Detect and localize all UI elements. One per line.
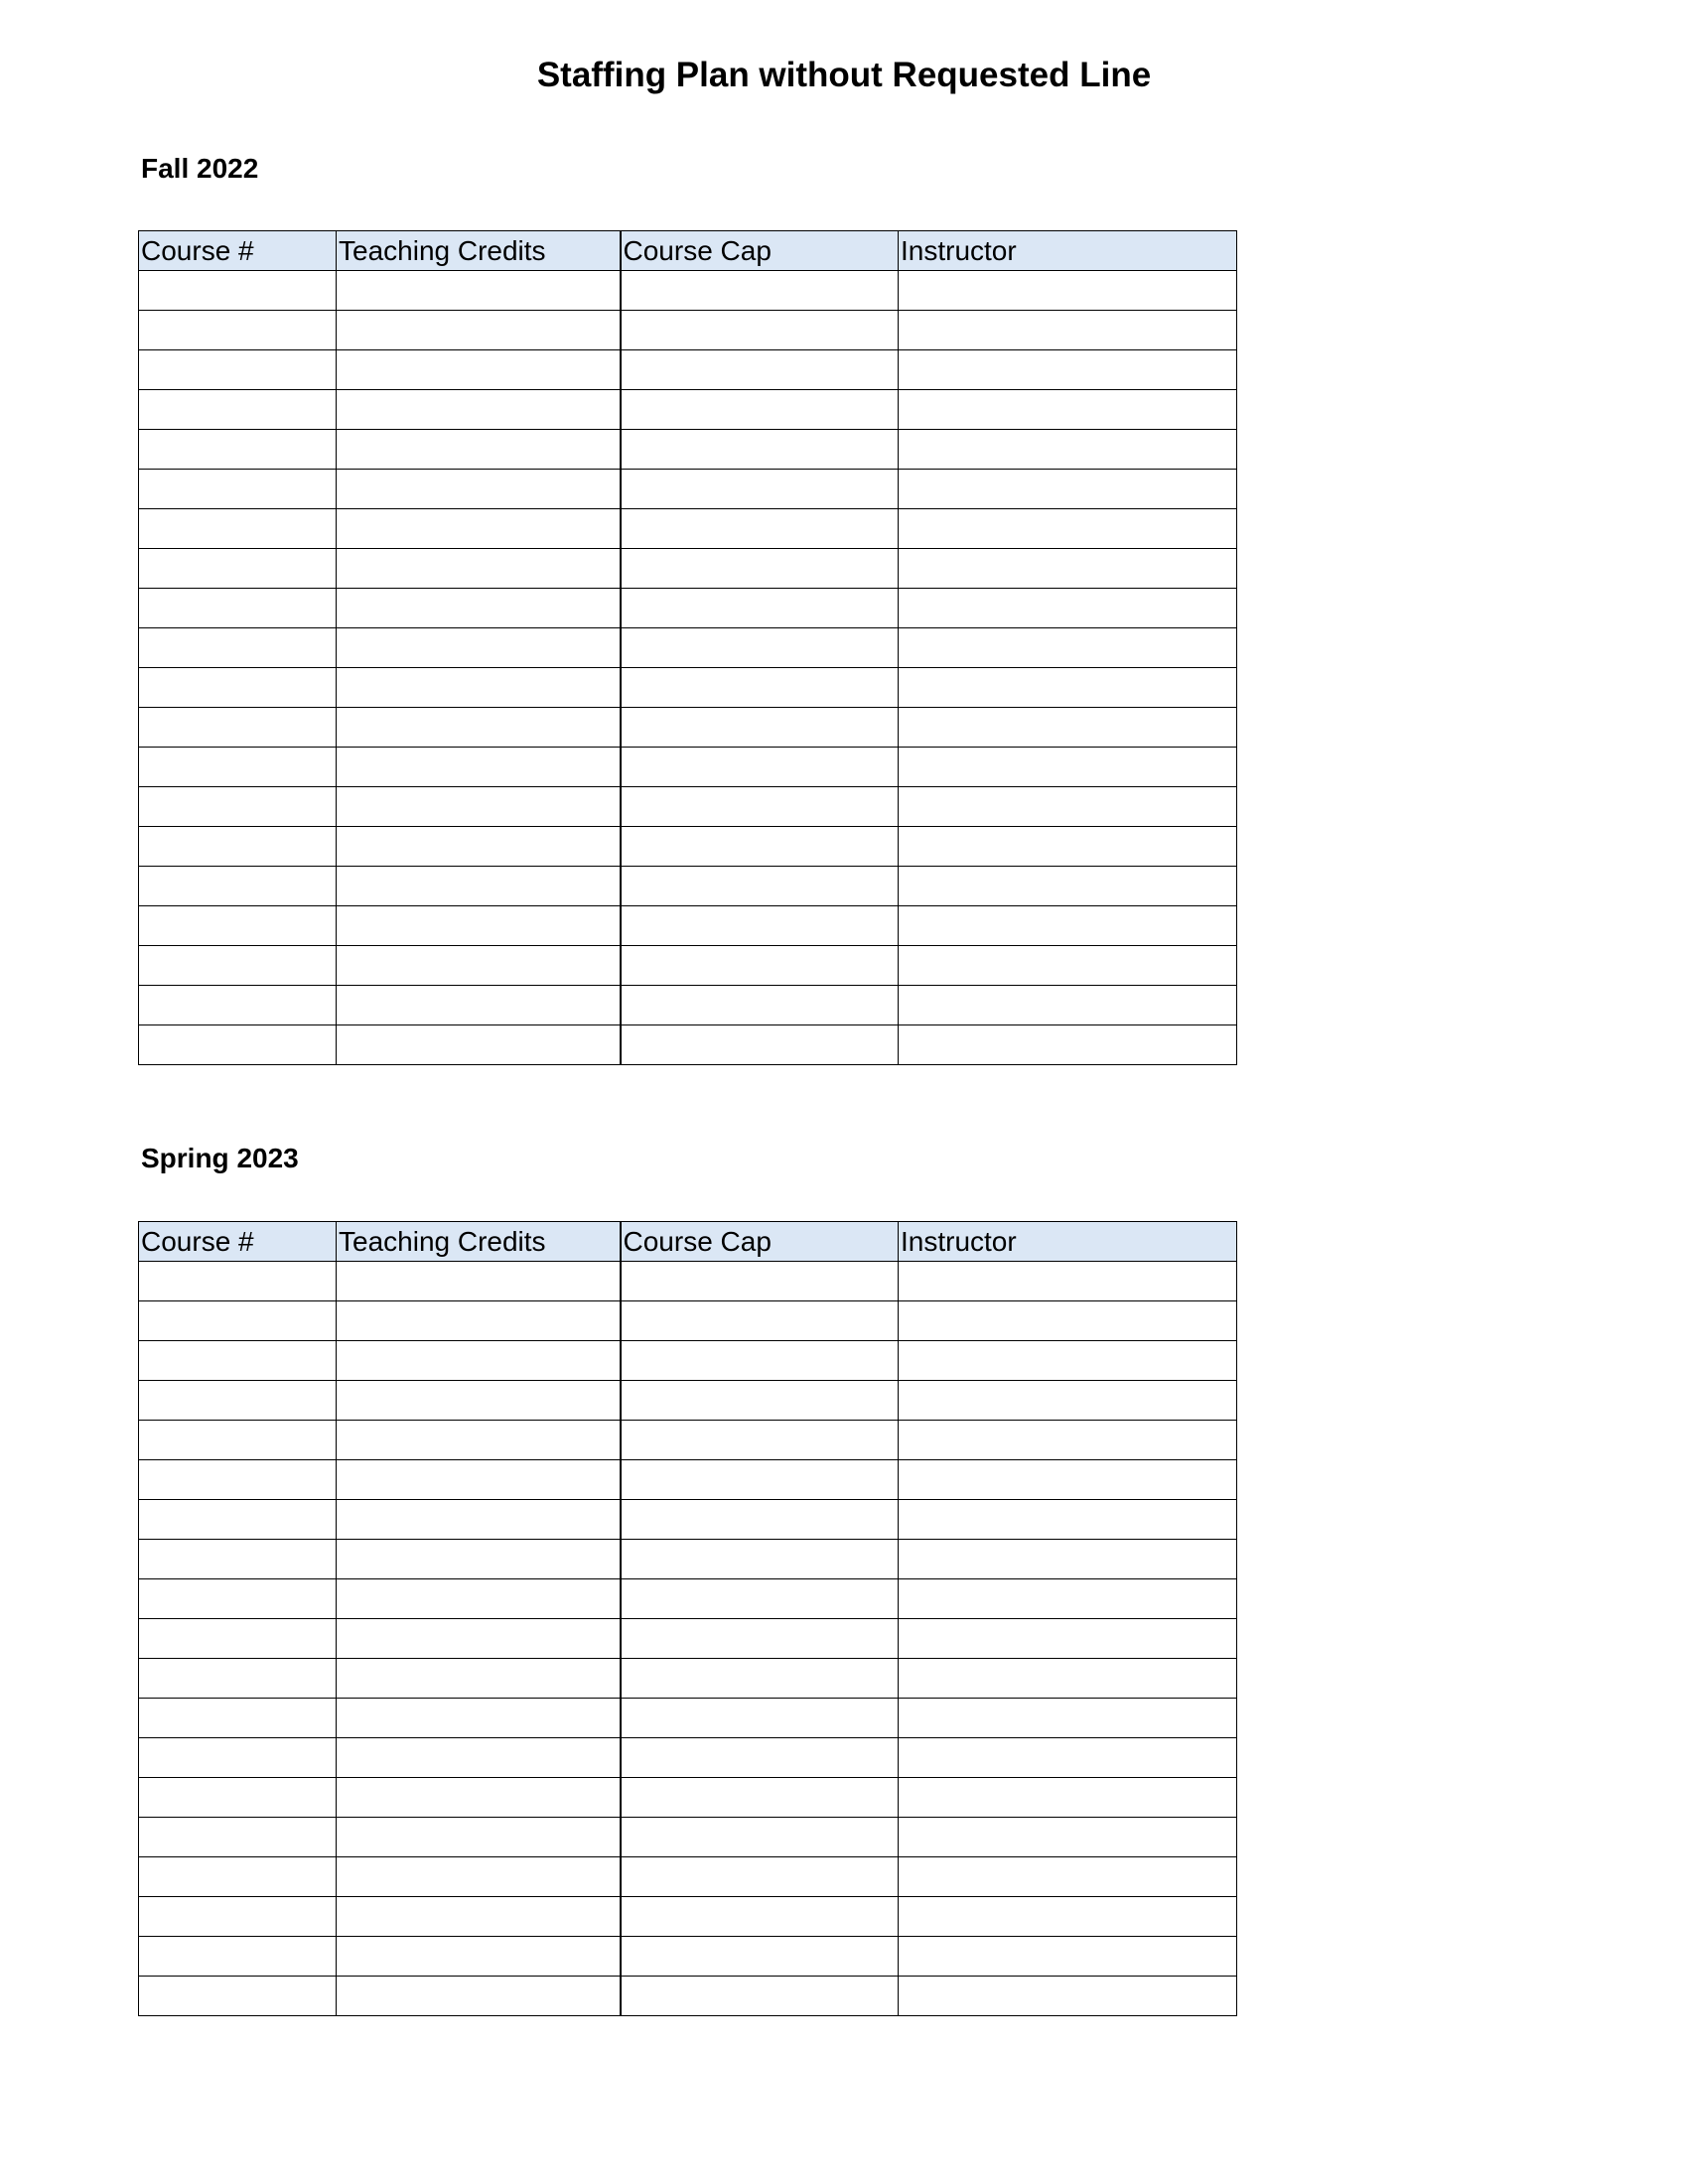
cell-course-cap[interactable] xyxy=(621,748,899,787)
cell-instructor[interactable] xyxy=(899,1937,1237,1977)
cell-teaching-credits[interactable] xyxy=(337,628,621,668)
cell-course-number[interactable] xyxy=(139,1500,337,1540)
cell-course-number[interactable] xyxy=(139,748,337,787)
cell-course-number[interactable] xyxy=(139,867,337,906)
cell-course-number[interactable] xyxy=(139,1540,337,1579)
cell-teaching-credits[interactable] xyxy=(337,986,621,1025)
cell-course-number[interactable] xyxy=(139,1937,337,1977)
cell-teaching-credits[interactable] xyxy=(337,1460,621,1500)
cell-instructor[interactable] xyxy=(899,1699,1237,1738)
table-row xyxy=(139,787,1237,827)
cell-course-number[interactable] xyxy=(139,1977,337,2016)
cell-course-cap[interactable] xyxy=(621,1460,899,1500)
table-row xyxy=(139,867,1237,906)
cell-course-number[interactable] xyxy=(139,1421,337,1460)
section-label-spring: Spring 2023 xyxy=(141,1143,299,1173)
table-row xyxy=(139,986,1237,1025)
cell-course-cap[interactable] xyxy=(621,589,899,628)
table-row xyxy=(139,1579,1237,1619)
column-header-course-number: Course # xyxy=(139,231,337,271)
cell-instructor[interactable] xyxy=(899,1381,1237,1421)
cell-instructor[interactable] xyxy=(899,827,1237,867)
table-row xyxy=(139,1738,1237,1778)
cell-teaching-credits[interactable] xyxy=(337,1421,621,1460)
table-row xyxy=(139,1381,1237,1421)
cell-course-cap[interactable] xyxy=(621,1262,899,1301)
cell-instructor[interactable] xyxy=(899,668,1237,708)
cell-course-cap[interactable] xyxy=(621,946,899,986)
cell-course-number[interactable] xyxy=(139,1818,337,1857)
cell-course-cap[interactable] xyxy=(621,1619,899,1659)
table-row xyxy=(139,1025,1237,1065)
table-row xyxy=(139,1699,1237,1738)
cell-instructor[interactable] xyxy=(899,787,1237,827)
cell-instructor[interactable] xyxy=(899,350,1237,390)
cell-course-cap[interactable] xyxy=(621,628,899,668)
cell-teaching-credits[interactable] xyxy=(337,271,621,311)
table-row xyxy=(139,1897,1237,1937)
cell-course-number[interactable] xyxy=(139,311,337,350)
cell-course-number[interactable] xyxy=(139,549,337,589)
table-row xyxy=(139,311,1237,350)
cell-course-number[interactable] xyxy=(139,271,337,311)
table-row xyxy=(139,1341,1237,1381)
cell-course-number[interactable] xyxy=(139,1778,337,1818)
cell-teaching-credits[interactable] xyxy=(337,1341,621,1381)
cell-instructor[interactable] xyxy=(899,1540,1237,1579)
table-row xyxy=(139,668,1237,708)
table-row xyxy=(139,1857,1237,1897)
cell-course-cap[interactable] xyxy=(621,390,899,430)
cell-course-number[interactable] xyxy=(139,1025,337,1065)
cell-teaching-credits[interactable] xyxy=(337,708,621,748)
cell-instructor[interactable] xyxy=(899,1262,1237,1301)
cell-teaching-credits[interactable] xyxy=(337,1579,621,1619)
cell-instructor[interactable] xyxy=(899,1897,1237,1937)
cell-course-number[interactable] xyxy=(139,986,337,1025)
cell-instructor[interactable] xyxy=(899,1500,1237,1540)
cell-course-cap[interactable] xyxy=(621,1738,899,1778)
cell-instructor[interactable] xyxy=(899,549,1237,589)
table-row xyxy=(139,350,1237,390)
table-header-row xyxy=(139,1222,1237,1262)
cell-course-number[interactable] xyxy=(139,946,337,986)
table-row xyxy=(139,946,1237,986)
cell-instructor[interactable] xyxy=(899,1659,1237,1699)
table-row xyxy=(139,1818,1237,1857)
cell-teaching-credits[interactable] xyxy=(337,748,621,787)
cell-instructor[interactable] xyxy=(899,589,1237,628)
cell-course-cap[interactable] xyxy=(621,1857,899,1897)
spring-staffing-table xyxy=(138,1221,1237,2016)
cell-instructor[interactable] xyxy=(899,628,1237,668)
cell-teaching-credits[interactable] xyxy=(337,1262,621,1301)
cell-instructor[interactable] xyxy=(899,311,1237,350)
cell-instructor[interactable] xyxy=(899,390,1237,430)
cell-instructor[interactable] xyxy=(899,1579,1237,1619)
cell-course-cap[interactable] xyxy=(621,1500,899,1540)
table-row xyxy=(139,509,1237,549)
cell-teaching-credits[interactable] xyxy=(337,509,621,549)
table-row xyxy=(139,1301,1237,1341)
cell-instructor[interactable] xyxy=(899,1301,1237,1341)
cell-instructor[interactable] xyxy=(899,1025,1237,1065)
cell-teaching-credits[interactable] xyxy=(337,827,621,867)
cell-course-number[interactable] xyxy=(139,668,337,708)
cell-instructor[interactable] xyxy=(899,1778,1237,1818)
cell-teaching-credits[interactable] xyxy=(337,1540,621,1579)
cell-course-number[interactable] xyxy=(139,1699,337,1738)
column-header-course-cap: Course Cap xyxy=(621,231,899,271)
cell-course-cap[interactable] xyxy=(621,430,899,470)
cell-teaching-credits[interactable] xyxy=(337,1500,621,1540)
cell-course-number[interactable] xyxy=(139,906,337,946)
cell-course-cap[interactable] xyxy=(621,350,899,390)
cell-instructor[interactable] xyxy=(899,986,1237,1025)
cell-instructor[interactable] xyxy=(899,1977,1237,2016)
table-row xyxy=(139,708,1237,748)
table-row xyxy=(139,271,1237,311)
cell-teaching-credits[interactable] xyxy=(337,1699,621,1738)
cell-instructor[interactable] xyxy=(899,470,1237,509)
cell-course-number[interactable] xyxy=(139,1579,337,1619)
cell-course-number[interactable] xyxy=(139,1619,337,1659)
table-row xyxy=(139,906,1237,946)
cell-teaching-credits[interactable] xyxy=(337,470,621,509)
fall-staffing-table xyxy=(138,230,1237,1065)
cell-course-cap[interactable] xyxy=(621,1818,899,1857)
cell-instructor[interactable] xyxy=(899,906,1237,946)
column-header-course-cap: Course Cap xyxy=(621,1222,899,1262)
cell-course-cap[interactable] xyxy=(621,1937,899,1977)
table-row xyxy=(139,470,1237,509)
cell-course-cap[interactable] xyxy=(621,1341,899,1381)
cell-instructor[interactable] xyxy=(899,509,1237,549)
table-row xyxy=(139,1460,1237,1500)
cell-course-cap[interactable] xyxy=(621,311,899,350)
cell-course-number[interactable] xyxy=(139,1460,337,1500)
cell-course-cap[interactable] xyxy=(621,1897,899,1937)
table-row xyxy=(139,827,1237,867)
table-row xyxy=(139,1540,1237,1579)
table-row xyxy=(139,1977,1237,2016)
column-header-instructor: Instructor xyxy=(899,231,1237,271)
cell-instructor[interactable] xyxy=(899,271,1237,311)
table-row xyxy=(139,748,1237,787)
table-row xyxy=(139,1937,1237,1977)
cell-teaching-credits[interactable] xyxy=(337,1659,621,1699)
cell-course-number[interactable] xyxy=(139,390,337,430)
cell-course-cap[interactable] xyxy=(621,1977,899,2016)
table-row xyxy=(139,1659,1237,1699)
column-header-teaching-credits: Teaching Credits xyxy=(337,231,621,271)
cell-teaching-credits[interactable] xyxy=(337,787,621,827)
cell-course-number[interactable] xyxy=(139,1897,337,1937)
cell-course-number[interactable] xyxy=(139,1262,337,1301)
cell-course-number[interactable] xyxy=(139,1301,337,1341)
cell-course-number[interactable] xyxy=(139,628,337,668)
cell-teaching-credits[interactable] xyxy=(337,1619,621,1659)
cell-course-cap[interactable] xyxy=(621,1778,899,1818)
cell-teaching-credits[interactable] xyxy=(337,1937,621,1977)
table-row xyxy=(139,1619,1237,1659)
cell-course-cap[interactable] xyxy=(621,1699,899,1738)
cell-course-number[interactable] xyxy=(139,827,337,867)
cell-course-cap[interactable] xyxy=(621,827,899,867)
cell-course-number[interactable] xyxy=(139,509,337,549)
table-row xyxy=(139,1500,1237,1540)
table-row xyxy=(139,1778,1237,1818)
cell-course-cap[interactable] xyxy=(621,787,899,827)
cell-instructor[interactable] xyxy=(899,946,1237,986)
cell-instructor[interactable] xyxy=(899,708,1237,748)
cell-course-cap[interactable] xyxy=(621,867,899,906)
cell-course-number[interactable] xyxy=(139,589,337,628)
cell-teaching-credits[interactable] xyxy=(337,1381,621,1421)
cell-course-number[interactable] xyxy=(139,1659,337,1699)
cell-course-number[interactable] xyxy=(139,708,337,748)
cell-teaching-credits[interactable] xyxy=(337,906,621,946)
cell-course-cap[interactable] xyxy=(621,906,899,946)
cell-teaching-credits[interactable] xyxy=(337,1738,621,1778)
cell-teaching-credits[interactable] xyxy=(337,867,621,906)
cell-teaching-credits[interactable] xyxy=(337,946,621,986)
cell-course-cap[interactable] xyxy=(621,1579,899,1619)
cell-course-cap[interactable] xyxy=(621,1659,899,1699)
table-row xyxy=(139,589,1237,628)
cell-teaching-credits[interactable] xyxy=(337,1301,621,1341)
cell-instructor[interactable] xyxy=(899,748,1237,787)
cell-course-number[interactable] xyxy=(139,1857,337,1897)
table-row xyxy=(139,390,1237,430)
cell-course-cap[interactable] xyxy=(621,1540,899,1579)
cell-instructor[interactable] xyxy=(899,1341,1237,1381)
cell-teaching-credits[interactable] xyxy=(337,1857,621,1897)
cell-instructor[interactable] xyxy=(899,1738,1237,1778)
cell-course-cap[interactable] xyxy=(621,549,899,589)
table-header-row xyxy=(139,231,1237,271)
column-header-instructor: Instructor xyxy=(899,1222,1237,1262)
table-row xyxy=(139,430,1237,470)
section-label-fall: Fall 2022 xyxy=(141,153,259,184)
cell-teaching-credits[interactable] xyxy=(337,668,621,708)
cell-instructor[interactable] xyxy=(899,1460,1237,1500)
cell-teaching-credits[interactable] xyxy=(337,1897,621,1937)
cell-course-number[interactable] xyxy=(139,470,337,509)
cell-instructor[interactable] xyxy=(899,1619,1237,1659)
cell-course-cap[interactable] xyxy=(621,271,899,311)
column-header-teaching-credits: Teaching Credits xyxy=(337,1222,621,1262)
cell-course-cap[interactable] xyxy=(621,1301,899,1341)
cell-teaching-credits[interactable] xyxy=(337,589,621,628)
cell-teaching-credits[interactable] xyxy=(337,311,621,350)
cell-instructor[interactable] xyxy=(899,1818,1237,1857)
page-title: Staffing Plan without Requested Line xyxy=(536,56,1152,94)
cell-instructor[interactable] xyxy=(899,1857,1237,1897)
cell-course-number[interactable] xyxy=(139,1738,337,1778)
cell-teaching-credits[interactable] xyxy=(337,390,621,430)
cell-teaching-credits[interactable] xyxy=(337,549,621,589)
cell-course-cap[interactable] xyxy=(621,708,899,748)
cell-instructor[interactable] xyxy=(899,867,1237,906)
cell-course-cap[interactable] xyxy=(621,1025,899,1065)
cell-course-cap[interactable] xyxy=(621,986,899,1025)
cell-course-number[interactable] xyxy=(139,430,337,470)
table-row xyxy=(139,628,1237,668)
cell-course-cap[interactable] xyxy=(621,668,899,708)
cell-teaching-credits[interactable] xyxy=(337,1818,621,1857)
cell-course-cap[interactable] xyxy=(621,1421,899,1460)
cell-course-cap[interactable] xyxy=(621,470,899,509)
cell-teaching-credits[interactable] xyxy=(337,1977,621,2016)
column-header-course-number: Course # xyxy=(139,1222,337,1262)
cell-teaching-credits[interactable] xyxy=(337,1778,621,1818)
cell-course-number[interactable] xyxy=(139,787,337,827)
cell-course-number[interactable] xyxy=(139,1381,337,1421)
cell-teaching-credits[interactable] xyxy=(337,350,621,390)
cell-course-cap[interactable] xyxy=(621,509,899,549)
cell-teaching-credits[interactable] xyxy=(337,1025,621,1065)
table-row xyxy=(139,549,1237,589)
table-row xyxy=(139,1262,1237,1301)
cell-instructor[interactable] xyxy=(899,430,1237,470)
table-row xyxy=(139,1421,1237,1460)
cell-course-cap[interactable] xyxy=(621,1381,899,1421)
cell-teaching-credits[interactable] xyxy=(337,430,621,470)
cell-instructor[interactable] xyxy=(899,1421,1237,1460)
cell-course-number[interactable] xyxy=(139,1341,337,1381)
cell-course-number[interactable] xyxy=(139,350,337,390)
